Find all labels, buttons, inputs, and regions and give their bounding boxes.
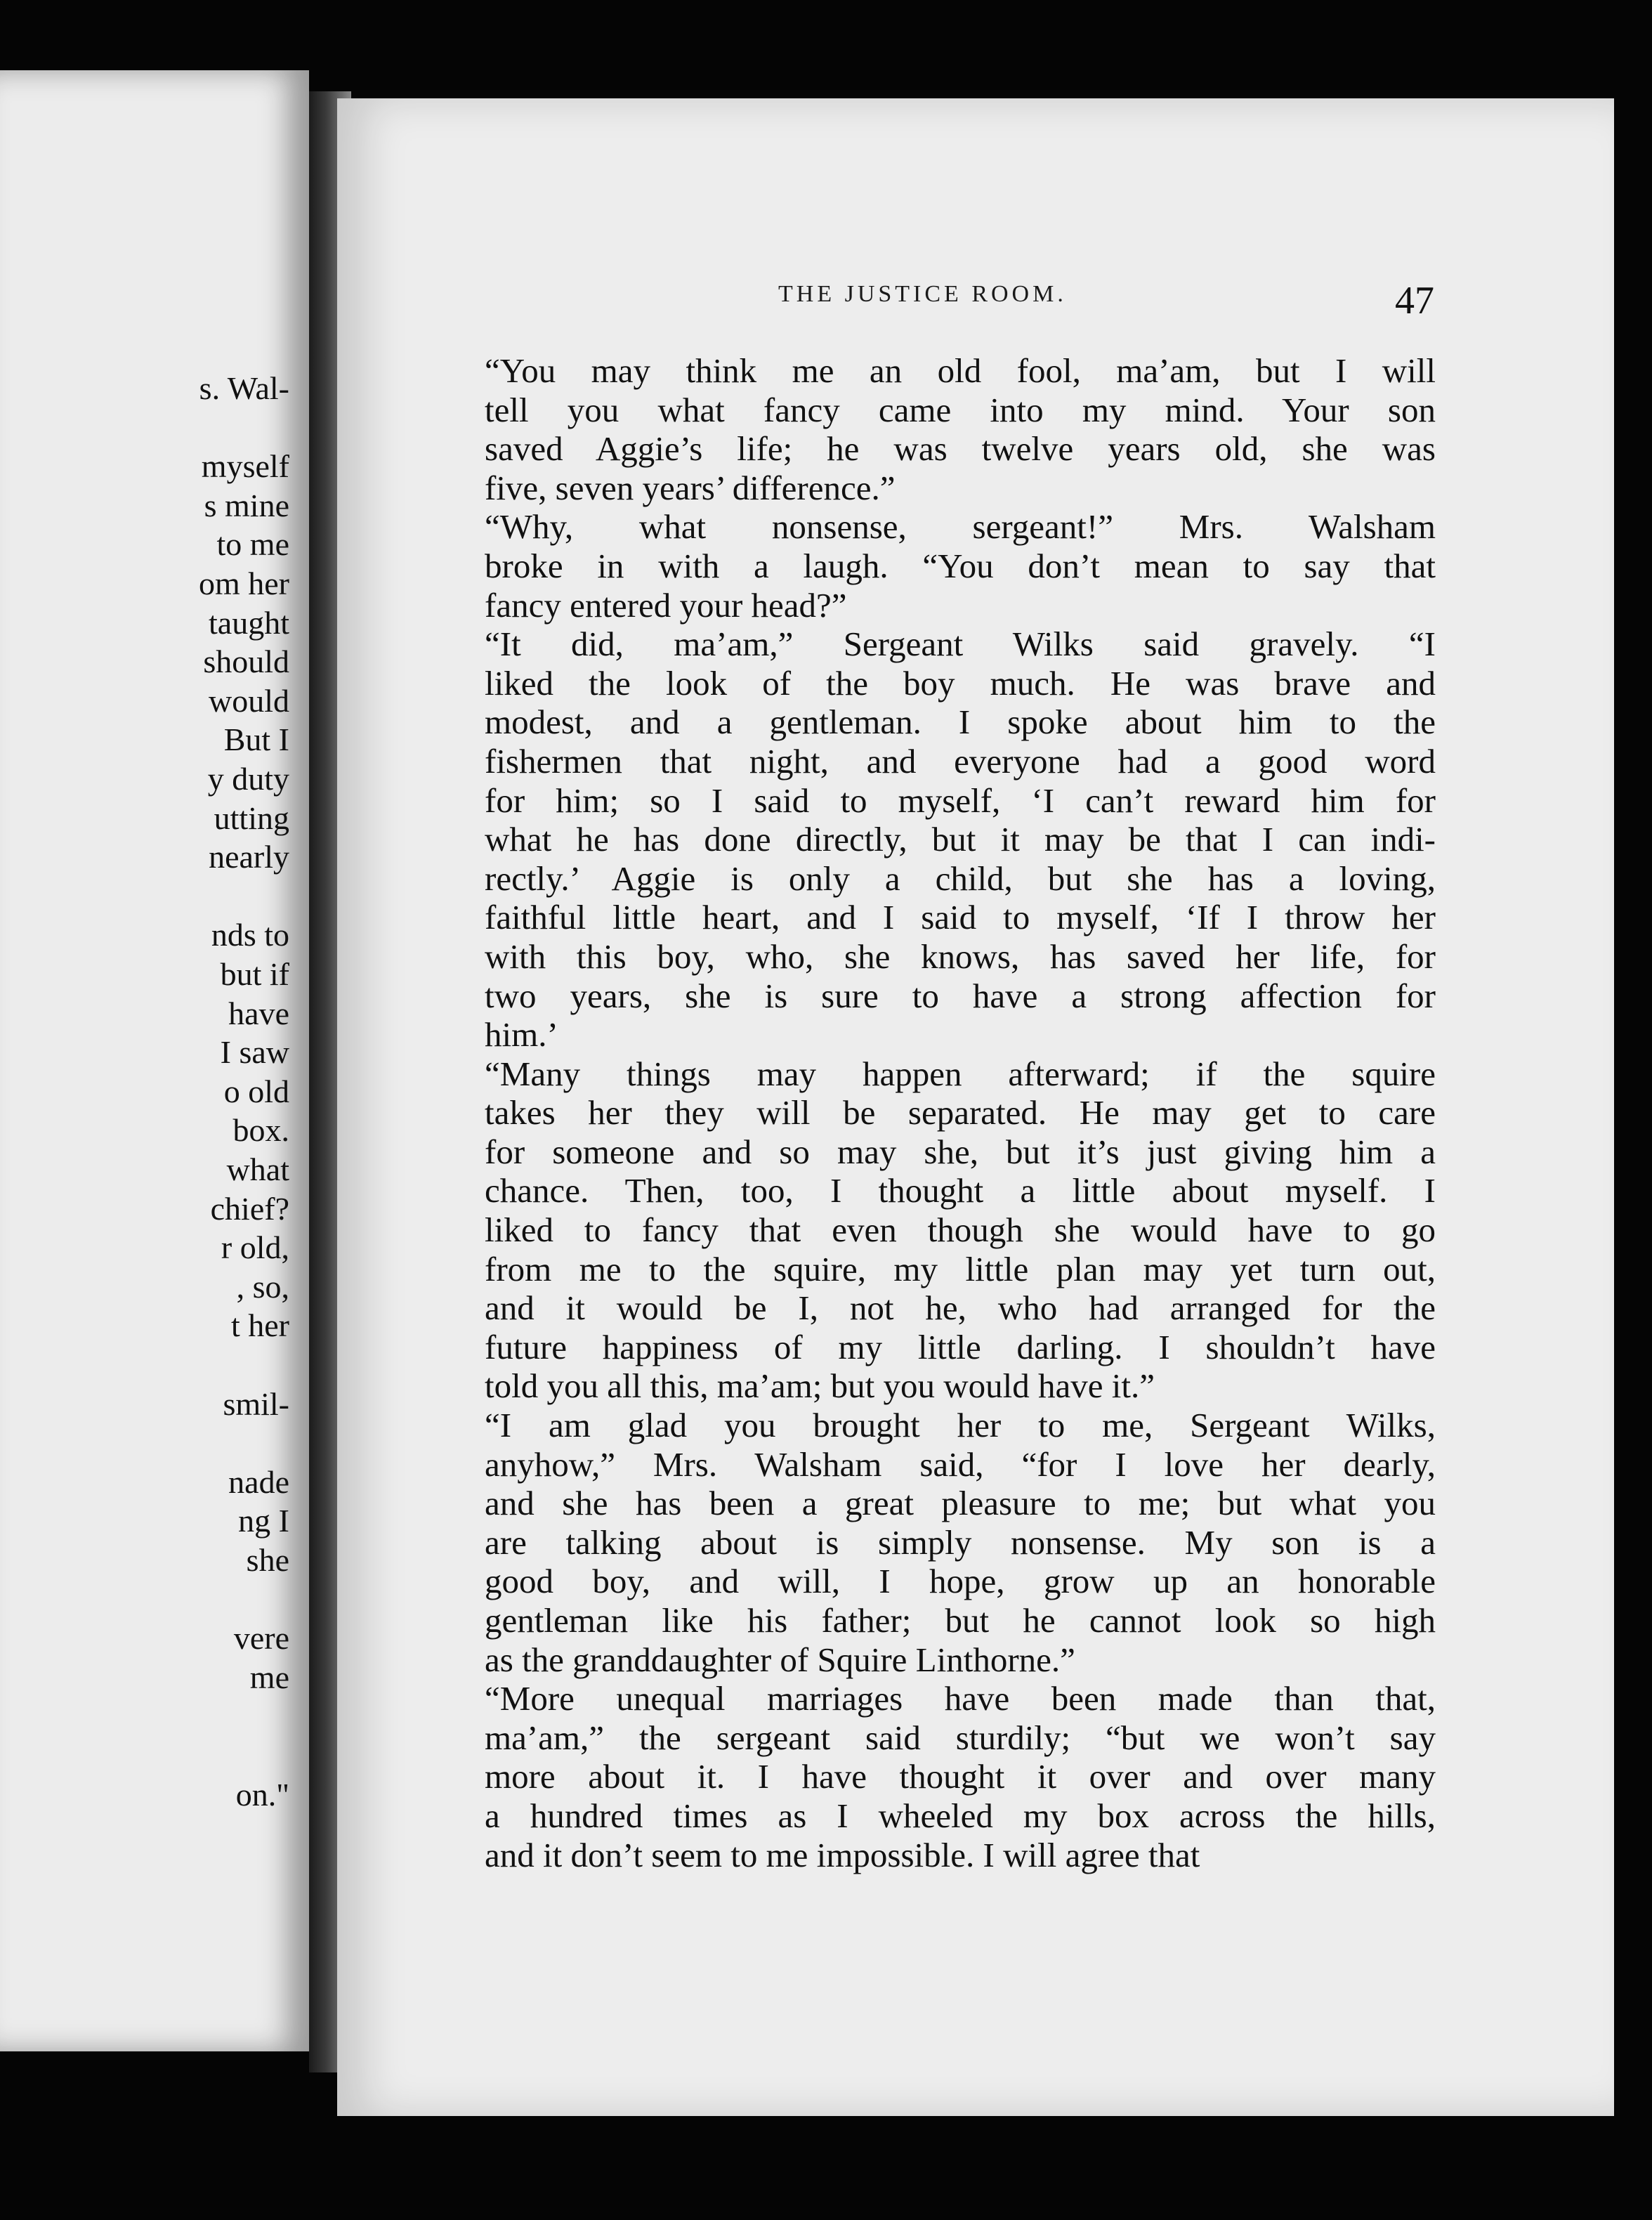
left-page-line: vere: [233, 1620, 289, 1657]
left-page-line: ng I: [238, 1503, 289, 1539]
left-page-line: I saw: [220, 1034, 289, 1071]
text-line: as the granddaughter of Squire Linthorne.”: [485, 1640, 1075, 1679]
left-page-line: nearly: [209, 839, 289, 875]
text-line: two years, she is sure to have a strong affection for: [485, 976, 1436, 1015]
text-line: anyhow,” Mrs. Walsham said, “for I love her dearly,: [485, 1444, 1436, 1484]
paragraph: [451, 507, 1436, 625]
text-line: “It did, ma’am,” Sergeant Wilks said gravely. “I: [485, 625, 1436, 664]
paragraph: [451, 1679, 1436, 1874]
left-page-line: to me: [216, 526, 289, 563]
left-page-line: chief?: [210, 1190, 289, 1227]
left-page-line: have: [228, 995, 289, 1031]
left-page-line: what: [226, 1151, 289, 1187]
text-line: what he has done directly, but it may be that I can indi-: [485, 820, 1436, 859]
text-line: broke in with a laugh. “You don’t mean to say that: [485, 546, 1436, 585]
text-line: ma’am,” the sergeant said sturdily; “but we won’t say: [485, 1718, 1436, 1757]
text-line: “Many things may happen afterward; if the squire: [485, 1054, 1436, 1093]
text-line: gentleman like his father; but he cannot look so high: [485, 1601, 1436, 1640]
left-page-line: om her: [198, 566, 289, 601]
left-page-line: smil-: [223, 1385, 289, 1422]
text-line: more about it. I have thought it over and over many: [485, 1757, 1436, 1796]
text-line: saved Aggie’s life; he was twelve years old, she was: [485, 429, 1436, 469]
text-line: from me to the squire, my little plan may yet turn out,: [485, 1249, 1436, 1288]
text-line: “Why, what nonsense, sergeant!” Mrs. Walsham: [485, 507, 1436, 547]
left-page-line: , so,: [236, 1268, 289, 1305]
text-line: a hundred times as I wheeled my box across the hills,: [485, 1796, 1436, 1835]
body-text: [451, 351, 1436, 1874]
paragraph: [451, 351, 1436, 507]
text-line: him.’: [485, 1015, 558, 1054]
left-page-line: but if: [220, 956, 289, 992]
paragraph: [451, 1406, 1436, 1679]
left-page-line: o old: [223, 1073, 289, 1109]
paragraph: [451, 1054, 1436, 1406]
text-line: modest, and a gentleman. I spoke about him to the: [485, 703, 1436, 742]
left-page-line: should: [203, 644, 289, 680]
text-line: fishermen that night, and everyone had a good word: [485, 741, 1436, 781]
left-page-line: y duty: [207, 761, 289, 797]
text-line: and it don’t seem to me impossible. I will agree that: [485, 1835, 1200, 1874]
left-page-line: nade: [228, 1463, 289, 1500]
left-page-line: t her: [230, 1307, 289, 1344]
left-page-line: But I: [223, 722, 289, 758]
left-page-line: s. Wal-: [199, 370, 289, 406]
left-page-line: myself: [201, 448, 289, 485]
left-page-line: on.": [235, 1776, 289, 1813]
text-line: and it would be I, not he, who had arranged for the: [485, 1288, 1436, 1328]
text-line: chance. Then, too, I thought a little about myself. I: [485, 1171, 1436, 1210]
left-page: [0, 70, 309, 2051]
left-page-line: box.: [232, 1112, 289, 1149]
text-line: are talking about is simply nonsense. My son is a: [485, 1522, 1436, 1562]
text-line: “I am glad you brought her to me, Sergeant Wilks,: [485, 1406, 1436, 1445]
text-line: liked to fancy that even though she would have to go: [485, 1210, 1436, 1250]
running-head: THE JUSTICE ROOM.: [778, 281, 1067, 307]
text-line: faithful little heart, and I said to myself, ‘If I throw her: [485, 898, 1436, 937]
page-number: 47: [1395, 279, 1434, 322]
left-page-line: taught: [209, 604, 289, 641]
text-line: “More unequal marriages have been made than that,: [485, 1679, 1436, 1718]
text-line: tell you what fancy came into my mind. Your son: [485, 390, 1436, 429]
text-line: for him; so I said to myself, ‘I can’t reward him for: [485, 781, 1436, 820]
text-line: told you all this, ma’am; but you would have it.”: [485, 1366, 1155, 1406]
text-line: five, seven years’ difference.”: [485, 468, 896, 507]
text-line: and she has been a great pleasure to me; but what you: [485, 1484, 1436, 1523]
paragraph: [451, 625, 1436, 1054]
text-line: liked the look of the boy much. He was brave and: [485, 663, 1436, 703]
left-page-line: r old,: [221, 1229, 289, 1266]
left-page-line: utting: [214, 799, 289, 836]
text-line: fancy entered your head?”: [485, 585, 847, 625]
text-line: with this boy, who, she knows, has saved her life, for: [485, 936, 1436, 976]
left-page-line: would: [209, 682, 289, 719]
text-line: takes her they will be separated. He may get to care: [485, 1093, 1436, 1132]
left-page-line: she: [246, 1542, 289, 1578]
left-page-line: nds to: [211, 917, 289, 953]
text-line: good boy, and will, I hope, grow up an honorable: [485, 1562, 1436, 1601]
text-line: for someone and so may she, but it’s just giving him a: [485, 1132, 1436, 1171]
text-line: rectly.’ Aggie is only a child, but she has a loving,: [485, 858, 1436, 898]
left-page-line: s mine: [204, 487, 289, 523]
text-line: “You may think me an old fool, ma’am, but I will: [485, 351, 1436, 390]
text-line: future happiness of my little darling. I shouldn’t have: [485, 1327, 1436, 1366]
left-page-line: me: [249, 1659, 289, 1695]
